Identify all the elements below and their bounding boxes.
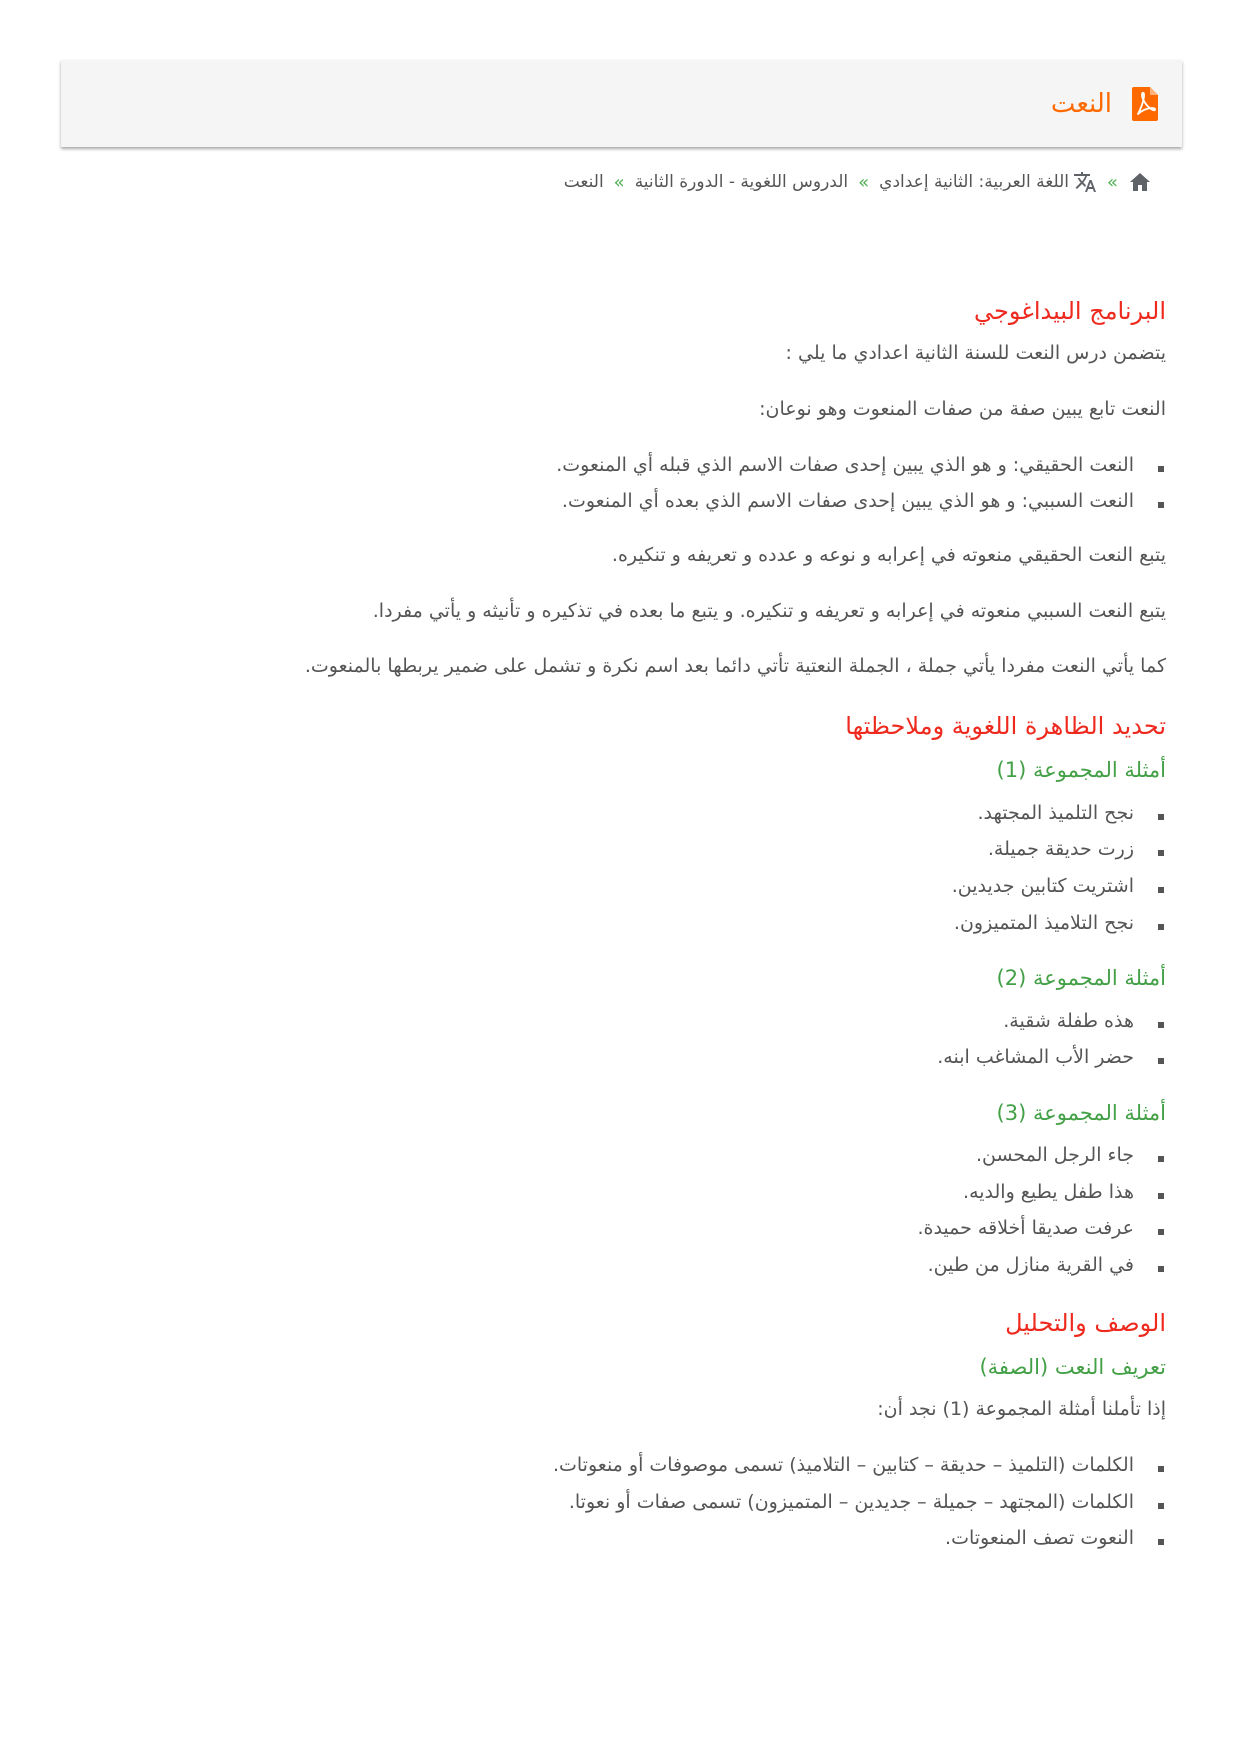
sub-heading: تعريف النعت (الصفة) — [979, 1355, 1166, 1380]
paragraph: يتبع النعت السببي منعوته في إعرابه و تعريفه و تنكيره. و يتبع ما بعده في تذكيره و تأنيثه و يأتي مفردا. — [372, 599, 1166, 622]
sub-heading: أمثلة المجموعة (2) — [996, 966, 1166, 991]
lesson-content — [166, 295, 1166, 1580]
breadcrumb-item[interactable]: اللغة العربية: الثانية إعدادي — [879, 172, 1069, 192]
list-item: جاء الرجل المحسن. — [166, 1143, 1134, 1169]
paragraph: يتبع النعت الحقيقي منعوته في إعرابه و نوعه و عدده و تعريفه و تنكيره. — [611, 543, 1166, 566]
section-heading: البرنامج البيداغوجي — [974, 297, 1166, 325]
paragraph: كما يأتي النعت مفردا يأتي جملة ، الجملة النعتية تأتي دائما بعد اسم نكرة و تشمل على ضمير يربطها بالمنعوت. — [304, 655, 1166, 678]
breadcrumb — [564, 170, 1152, 194]
list-item: هذه طفلة شقية. — [166, 1009, 1134, 1035]
section-heading: الوصف والتحليل — [1005, 1308, 1166, 1337]
breadcrumb-separator: » — [613, 171, 625, 193]
paragraph: يتضمن درس النعت للسنة الثانية اعدادي ما يلي : — [785, 342, 1166, 365]
list-item: نجح التلاميذ المتميزون. — [166, 911, 1134, 937]
list-item: زرت حديقة جميلة. — [166, 837, 1134, 863]
list-item: النعت السببي: و هو الذي يبين إحدى صفات الاسم الذي بعده أي المنعوت. — [166, 489, 1134, 515]
list-item: النعوت تصف المنعوتات. — [166, 1526, 1134, 1552]
paragraph: إذا تأملنا أمثلة المجموعة (1) نجد أن: — [877, 1398, 1166, 1421]
section-heading: تحديد الظاهرة اللغوية وملاحظتها — [845, 711, 1166, 740]
list-item: اشتريت كتابين جديدين. — [166, 874, 1134, 900]
breadcrumb-separator: » — [858, 171, 870, 193]
breadcrumb-current: النعت — [563, 172, 604, 192]
list-item: النعت الحقيقي: و هو الذي يبين إحدى صفات الاسم الذي قبله أي المنعوت. — [166, 453, 1134, 479]
bullet-list — [166, 1143, 1166, 1279]
home-icon[interactable] — [1128, 170, 1152, 194]
sub-heading: أمثلة المجموعة (3) — [996, 1100, 1166, 1125]
list-item: نجح التلميذ المجتهد. — [166, 801, 1134, 827]
list-item: الكلمات (المجتهد – جميلة – جديدين – المتميزون) تسمى صفات أو نعوتا. — [166, 1490, 1134, 1516]
bullet-list — [166, 801, 1166, 937]
breadcrumb-separator: » — [1106, 171, 1118, 193]
pdf-icon[interactable] — [1130, 86, 1160, 122]
list-item: الكلمات (التلميذ – حديقة – كتابين – التلاميذ) تسمى موصوفات أو منعوتات. — [166, 1453, 1134, 1479]
sub-heading: أمثلة المجموعة (1) — [996, 758, 1166, 783]
bullet-list — [166, 1453, 1166, 1552]
bullet-list — [166, 1009, 1166, 1071]
list-item: عرفت صديقا أخلاقه حميدة. — [166, 1216, 1134, 1242]
list-item: هذا طفل يطيع والديه. — [166, 1180, 1134, 1206]
page-title: النعت — [1050, 88, 1112, 119]
bullet-list — [166, 453, 1166, 515]
title-card — [61, 60, 1182, 147]
list-item: حضر الأب المشاغب ابنه. — [166, 1045, 1134, 1071]
breadcrumb-item[interactable]: الدروس اللغوية - الدورة الثانية — [634, 172, 849, 192]
translate-icon — [1073, 170, 1097, 194]
list-item: في القرية منازل من طين. — [166, 1253, 1134, 1279]
paragraph: النعت تابع يبين صفة من صفات المنعوت وهو نوعان: — [759, 398, 1166, 421]
